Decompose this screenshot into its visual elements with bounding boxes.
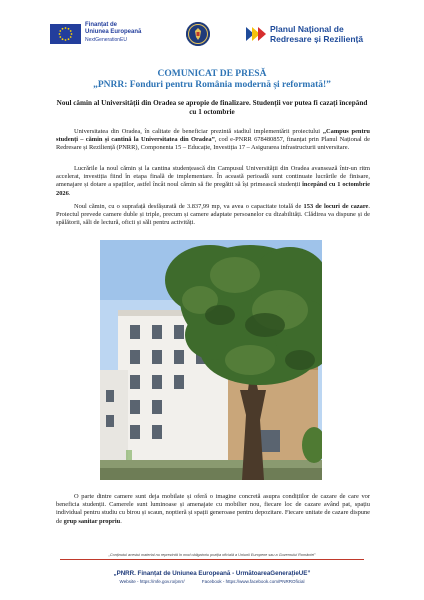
eu-logo-line2: Uniunea Europeană bbox=[85, 29, 142, 35]
title-line1: COMUNICAT DE PRESĂ bbox=[157, 69, 267, 79]
pnrr-logo-line2: Redresare și Reziliență bbox=[270, 33, 364, 44]
p2-text-a: Lucrările la noul cămin și la cantina studențească din Campusul Universității din Oradea avansează într-un ritm accelerat, investiția fiind în etapa finală de implementare. În această perioadă sunt continuate lucrările de finisare, amenajare și dotare a spațiilor, astfel încât noul cămin să fie pregătit să își primească studenții bbox=[56, 165, 370, 189]
paragraph-2 bbox=[56, 165, 370, 198]
paragraph-3 bbox=[56, 203, 370, 228]
footer bbox=[0, 553, 424, 557]
footer-facebook-link[interactable]: Facebook - https://www.facebook.com/PNRROficial bbox=[201, 579, 305, 584]
footer-disclaimer: „Conținutul acestui material nu reprezintă în mod obligatoriu poziția oficială a Uniunii Europene sau a Guvernului României” bbox=[108, 553, 316, 557]
eu-logo-line3: NextGenerationEU bbox=[85, 37, 127, 43]
p1-project-name: „Campus pentru studenți – cămin și cantină la Universitatea din Oradea” bbox=[56, 128, 370, 144]
eu-funding-label bbox=[85, 22, 141, 44]
paragraph-4 bbox=[56, 493, 370, 526]
paragraph-1 bbox=[56, 128, 370, 153]
government-emblem-icon bbox=[186, 22, 210, 46]
p3-capacity: 153 de locuri de cazare bbox=[303, 203, 369, 210]
page-header bbox=[0, 0, 424, 62]
p2-text-b: . bbox=[68, 189, 71, 197]
footer-slogan: „PNRR. Finanțat de Uniunea Europeană - UrmătoareaGenerațieUE” bbox=[113, 570, 311, 577]
pnrr-logo-text bbox=[270, 25, 363, 44]
pnrr-logo-line1: Planul Național de bbox=[270, 24, 344, 34]
dormitory-building-photo bbox=[100, 240, 322, 480]
p4-text-a: O parte dintre camere sunt deja mobilate și oferă o imagine concretă asupra condițiilor de cazare de care vor beneficia studenții. Camerele sunt luminoase și amenajate cu mobilier nou, fiecare loc de cazare având pat, spațiu individual pentru studiu cu birou și scaun, noptieră și spații generoase pentru depozitare. Fiecare unitate de cazare dispune de bbox=[56, 493, 370, 525]
footer-links bbox=[0, 579, 424, 584]
footer-website-link[interactable]: Website - https://mfe.gov.ro/pnrr/ bbox=[119, 579, 185, 584]
press-release-subtitle: Noul cămin al Universității din Oradea se apropie de finalizare. Studenții vor putea fi cazați începând cu 1 octombrie bbox=[56, 99, 368, 116]
p3-text-a: Noul cămin, cu o suprafață desfășurată de 3.837,99 mp, va avea o capacitate totală de bbox=[74, 203, 304, 210]
p4-text-b: . bbox=[120, 517, 122, 525]
press-release-title bbox=[0, 69, 424, 91]
p3-text-b: . Proiectul prevede camere duble și triple, precum și camere adaptate persoanelor cu dizabilități. Clădirea va dispune și de spălătorii, săli de lectură, oficii și săli pentru activități. bbox=[56, 203, 370, 227]
p1-text-a: Universitatea din Oradea, în calitate de beneficiar prezintă stadiul implementării proiectului bbox=[74, 128, 323, 135]
eu-flag-icon bbox=[50, 24, 81, 44]
title-line2: „PNRR: Fonduri pentru România modernă și reformată!” bbox=[93, 80, 331, 90]
p1-text-b: , cod e-PNRR 678480857, finanțat prin Planul Național de Redresare și Reziliență (PNRR), Componenta 15 – Educație, Investiția 17 – Asigurarea infrastructurii universitare. bbox=[56, 136, 370, 152]
pnrr-logo-icon bbox=[246, 27, 266, 41]
footer-divider bbox=[60, 559, 364, 560]
eu-logo-line1: Finanțat de bbox=[85, 22, 118, 28]
p2-date: începând cu 1 octombrie 2026 bbox=[56, 181, 370, 197]
p4-bathroom: grup sanitar propriu bbox=[63, 517, 121, 525]
